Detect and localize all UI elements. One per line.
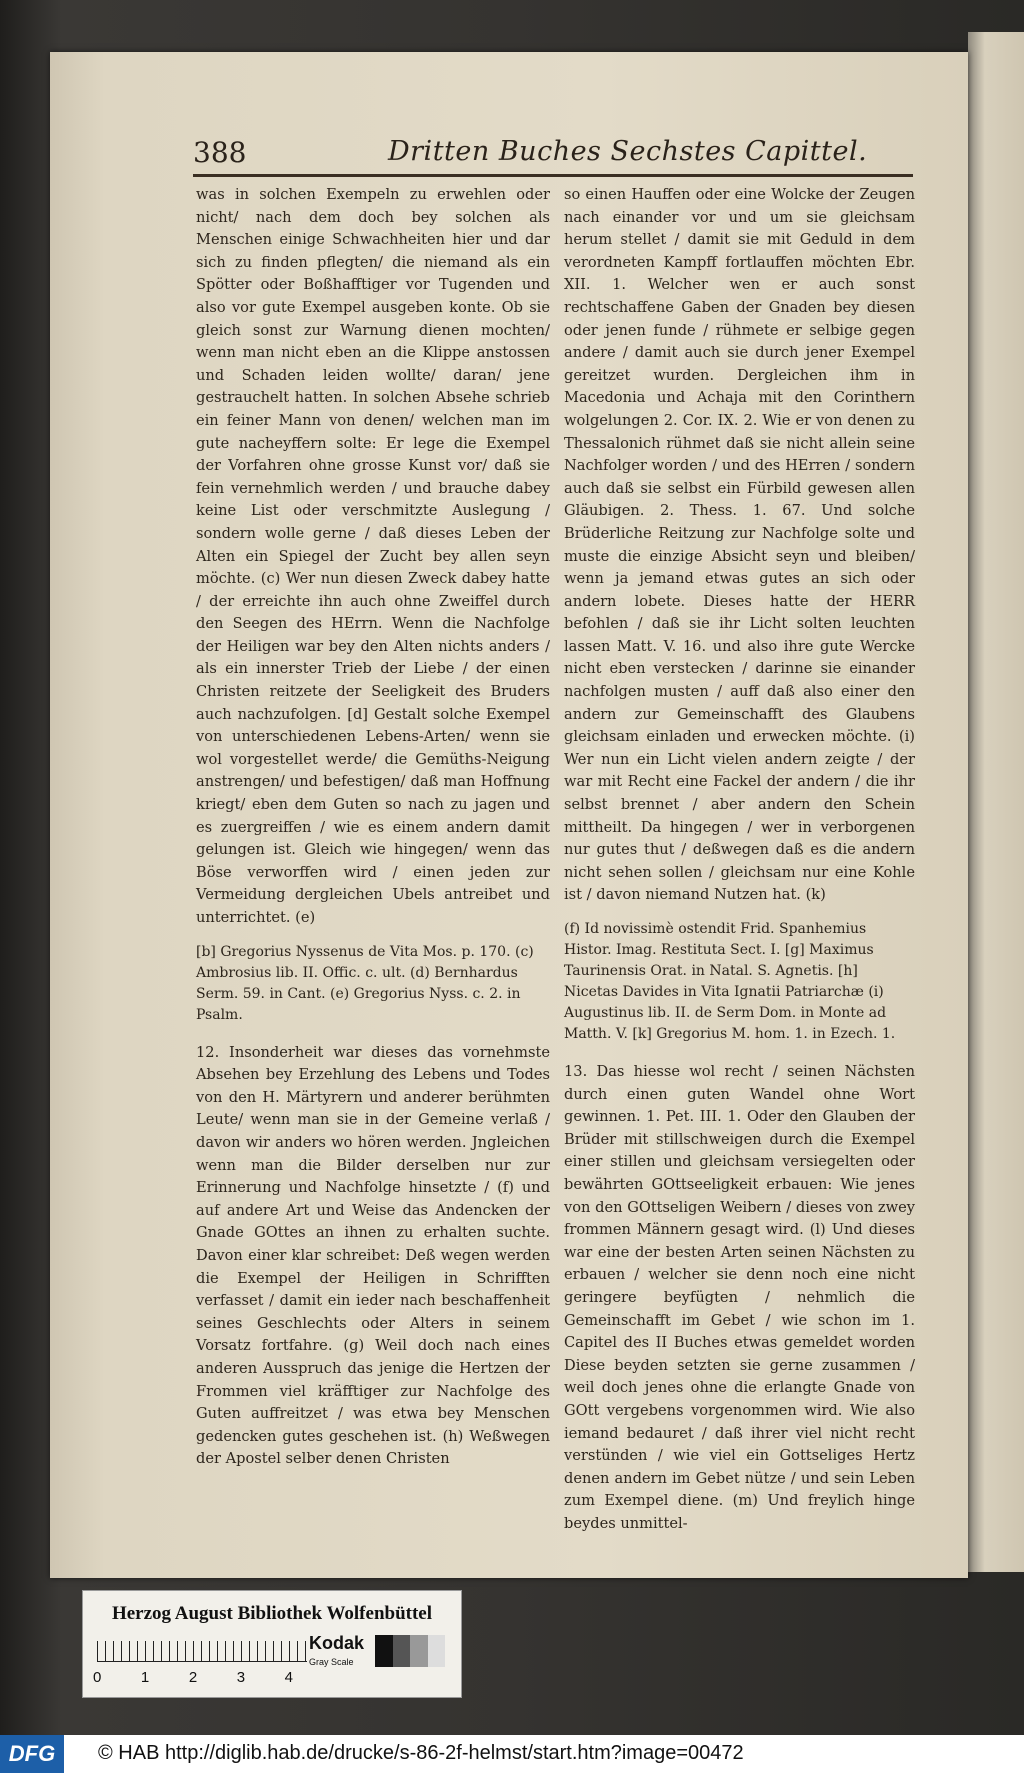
adjacent-page-edge	[968, 32, 1024, 1572]
library-color-card	[82, 1590, 462, 1698]
right-footnotes: (f) Id novissimè ostendit Frid. Spanhemius Histor. Imag. Restituta Sect. I. [g] Maximus Taurinensis Orat. in Natal. S. Agnetis. [h] Nicetas Davides in Vita Ignatii Patriarchæ (i) Augustinus lib. II. de Serm Dom. in Monte ad Matth. V. [k] Gregorius M. hom. 1. in Ezech. 1.	[564, 921, 896, 1042]
page-header	[143, 132, 911, 172]
header-rule	[193, 174, 913, 177]
ruler-number: 1	[140, 1669, 150, 1686]
library-name: Herzog August Bibliothek Wolfenbüttel	[111, 1603, 433, 1624]
dfg-logo: DFG	[0, 1735, 64, 1773]
footer-bar	[0, 1735, 1024, 1773]
left-paragraph-2: 12. Insonderheit war dieses das vornehmste Absehen bey Erzehlung des Lebens und Todes von den H. Märtyrern und anderer berühmten Leute/ wenn man sie in der Gemeine verlaß / davon wir anders wo hören werden. Jngleichen wenn man die Bilder derselben nur zur Erinnerung und Nachfolge hinsetzte / (f) und auf andere Art und Weise das Andencken der Gnade GOttes an ihnen zu erhalten suchte. Davon einer klar schreibet: Deß wegen werden die Exempel der Heiligen in Schrifften verfasset / damit ein ieder nach beschaffenheit seines Geschlechts oder Alters in seinem Vorsatz fortfahre. (g) Weil doch nach eines anderen Ausspruch das jenige die Hertzen der Frommen viel kräfftiger zur Nachfolge des Guten auffreitzet / was etwa bey Menschen gedencken gutes geschehen ist. (h) Weßwegen der Apostel selber denen Christen	[196, 1043, 550, 1468]
ruler-number: 3	[236, 1669, 246, 1686]
right-paragraph-1: so einen Hauffen oder eine Wolcke der Zeugen nach einander vor und um sie gleichsam herum stellet / damit sie mit Geduld in dem verordneten Kampff fortlauffen möchten Ebr. XII. 1. Welcher wen er auch sonst rechtschaffene Gaben der Gnaden bey diesen oder jenen funde / rühmete er selbige gegen andere / damit auch sie durch jener Exempel gereitzet wurden. Dergleichen ihm in Macedonia und Achaja mit den Corinthern wolgelungen 2. Cor. IX. 2. Wie er von denen zu Thessalonich rühmet daß sie nicht allein seine Nachfolger worden / und des HErren / sondern auch daß sie selbst ein Fürbild gewesen allen Gläubigen. 2. Thess. 1. 67. Und solche Brüderliche Reitzung zur Nachfolge solte und muste die einzige Absicht seyn und bleiben/ wenn ja jemand etwas gutes an sich oder andern lobete. Dieses hatte der HERR befohlen / daß sie ihr Licht solten leuchten lassen Matt. V. 16. und also ihre gute Wercke nicht eben verstecken / darinne sie einander nachfolgen musten / auff daß also einer den andern zur Gemeinschafft des Glaubens gleichsam einladen und erwecken möchte. (i) Wer nun ein Licht vielen andern zeigte / der war mit Recht eine Fackel der andern / die ihr selbst brennet / aber andern den Schein mittheilt. Da hingegen / wer in verborgenen nur gutes thut / deßwegen daß es die andern nicht sehen sollen / gleichsam nur eine Kohle ist / davon niemand Nutzen hat. (k)	[564, 186, 915, 904]
left-column	[196, 184, 550, 1471]
right-paragraph-2: 13. Das hiesse wol recht / seinen Nächsten durch einen guten Wandel ohne Wort gewinnen. 1. Pet. III. 1. Oder den Glauben der Brüder mit stillschweigen durch die Exempel einer stillen und gleichsam versiegelten oder bewährten GOttseeligkeit erbauen: Wie jenes von den GOttseligen Weibern / dieses von zwey frommen Männern gesagt wird. (l) Und dieses war eine der besten Arten seinen Nächsten zu erbauen / welcher sie denn noch eine nicht geringere beyfügten / nehmlich die Gemeinschafft im Gebet / wie schon im 1. Capitel des II Buches etwas gemeldet worden Diese beyden setzten sie gerne zusammen / weil doch jenes ohne die erlangte Gnade von GOtt vergebens vorgenommen wird. Wie also iemand bedauret / daß ihrer viel nicht recht verstünden / wie viel ein Gottseliges Hertz denen andern im Gebet nütze / und sein Leben zum Exempel diene. (m) Und freylich hinge beydes unmittel-	[564, 1063, 915, 1532]
ruler-number: 4	[284, 1669, 293, 1686]
ruler-number: 2	[188, 1669, 198, 1686]
gray-scale-swatches	[375, 1635, 445, 1667]
left-footnotes: [b] Gregorius Nyssenus de Vita Mos. p. 170. (c) Ambrosius lib. II. Offic. c. ult. (d) Bernhardus Serm. 59. in Cant. (e) Gregorius Nyss. c. 2. in Psalm.	[196, 943, 534, 1023]
left-paragraph-1: was in solchen Exempeln zu erwehlen oder nicht/ nach dem doch bey solchen als Menschen einige Schwachheiten hier und dar sich zu finden pflegten/ die niemand als ein Spötter oder Boßhafftiger vor Tugenden und also vor gute Exempel ausgeben konte. Ob sie gleich sonst zur Warnung dienen mochten/ wenn man nicht eben an die Klippe anstossen und Schaden leiden wollte/ daran/ jene gestrauchelt hatten. In solchen Absehe schrieb ein feiner Mann von denen/ welchen man im gute nacheyffern solte: Er lege die Exempel der Vorfahren ohne grosse Kunst vor/ daß sie fein vernehmlich werden / und brauche dabey keine List oder verschmitzte Auslegung / sondern wolle gerne / daß dieses Leben der Alten ein Spiegel der Zucht bey allen seyn möchte. (c) Wer nun diesen Zweck dabey hatte / der erreichte ihn auch ohne Zweiffel durch den Seegen des HErrn. Wenn die Nachfolge der Heiligen war bey den Alten nichts anders / als ein innerster Trieb der Liebe / der einen Christen reitzete der Seeligkeit des Bruders auch nachzufolgen. [d] Gestalt solche Exempel von unterschiedenen Lebens-Arten/ wenn sie wol vorgestellet werde/ die Gemüths-Neigung anstrengen/ und befestigen/ daß man Hoffnung kriegt/ eben dem Guten so nach zu jagen und es zuergreiffen / wie es einem andern damit gelungen ist. Gleich wie hingegen/ wenn das Böse verworffen wird / einen jeden zur Vermeidung dergleichen Ubels antreibet und unterrichtet. (e)	[196, 186, 550, 926]
running-head: Dritten Buches Sechstes Capittel.	[388, 136, 868, 167]
ruler-scale	[97, 1641, 307, 1662]
page-number: 388	[193, 136, 247, 169]
ruler-numbers	[93, 1669, 293, 1686]
ruler-number: 0	[93, 1669, 102, 1686]
right-column	[564, 184, 915, 1535]
kodak-subtitle: Gray Scale	[309, 1657, 354, 1667]
copyright-link[interactable]: © HAB http://diglib.hab.de/drucke/s-86-2f-helmst/start.htm?image=00472	[98, 1742, 744, 1764]
kodak-logo: Kodak	[309, 1633, 365, 1653]
